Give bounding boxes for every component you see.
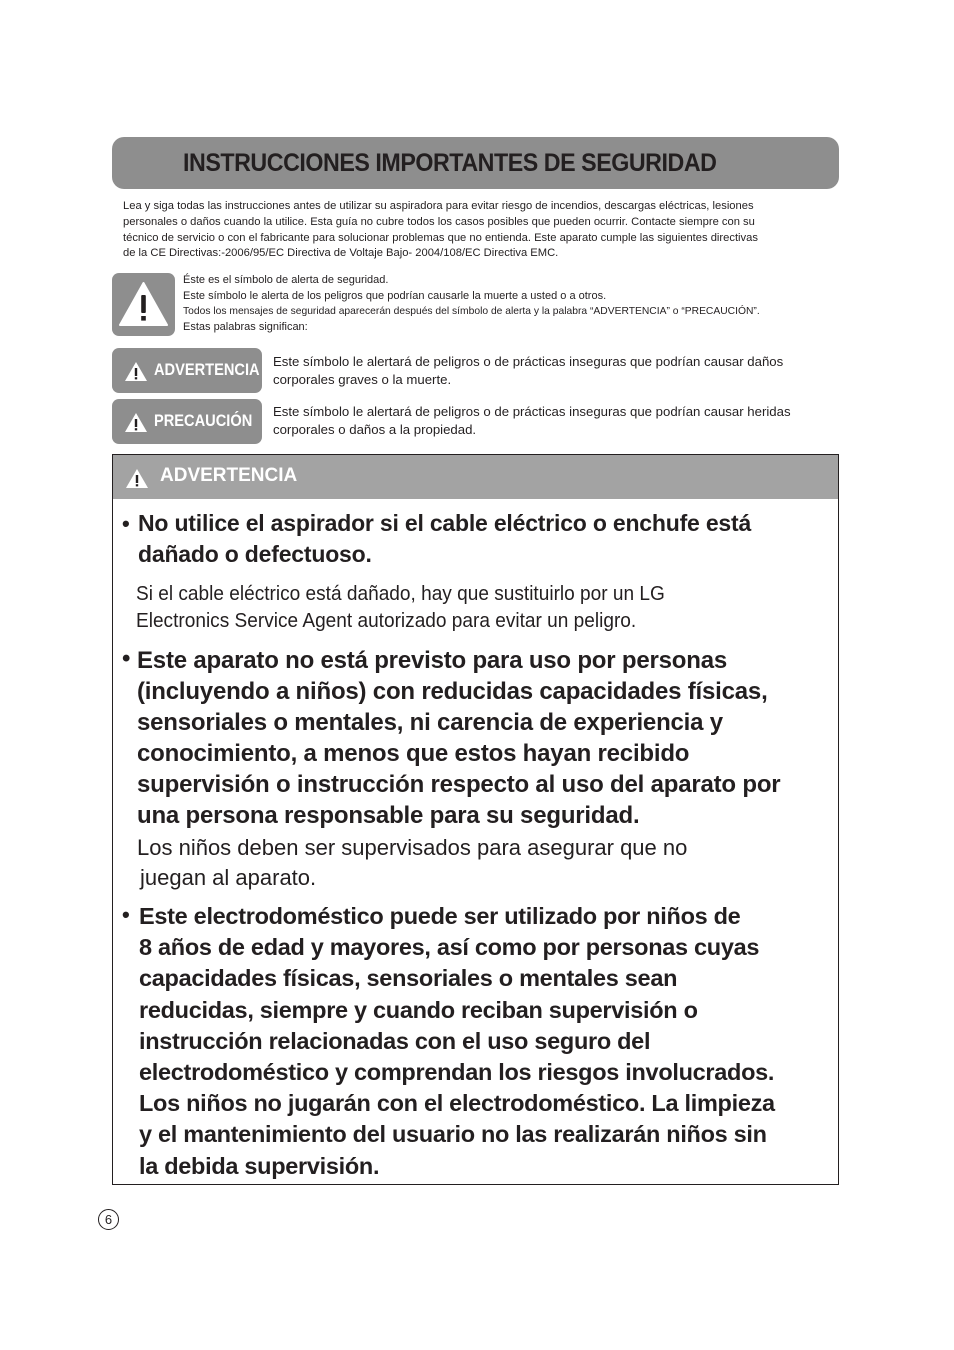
heading-line: dañado o defectuoso. — [138, 541, 372, 567]
page-number: 6 — [98, 1209, 119, 1230]
warning-box-header — [113, 455, 838, 499]
heading-line: supervisión o instrucción respecto al uso del aparato por — [137, 771, 781, 798]
warning-item-heading — [139, 901, 775, 1182]
page-title: INSTRUCCIONES IMPORTANTES DE SEGURIDAD — [183, 149, 717, 177]
precaucion-description — [273, 403, 845, 438]
description-line: Este símbolo le alertará de peligros o de prácticas inseguras que podrían causar daños — [273, 354, 784, 369]
heading-line: Este aparato no está previsto para uso por personas — [137, 647, 727, 674]
heading-line: electrodoméstico y comprendan los riesgos involucrados. — [139, 1059, 775, 1086]
warning-item-detail — [137, 833, 687, 893]
bullet: • — [122, 902, 130, 927]
precaucion-badge — [112, 399, 262, 444]
heading-line: No utilice el aspirador si el cable eléctrico o enchufe está — [138, 510, 752, 536]
heading-line: una persona responsable para su seguridad. — [137, 802, 640, 829]
description-line: corporales graves o la muerte. — [273, 371, 452, 387]
bullet: • — [122, 645, 131, 672]
advertencia-label: ADVERTENCIA — [154, 360, 260, 379]
warning-item-detail — [136, 580, 665, 634]
title-banner — [112, 137, 839, 189]
warning-item-heading — [137, 645, 780, 831]
alert-line: Todos los mensajes de seguridad aparecerán después del símbolo de alerta y la palabra “ADVERTENCIA” o “PRECAUCIÓN”. — [183, 306, 760, 318]
heading-line: y el mantenimiento del usuario no las realizarán niños sin — [139, 1121, 767, 1148]
heading-line: Los niños no jugarán con el electrodoméstico. La limpieza — [139, 1090, 775, 1117]
warning-triangle-icon — [118, 281, 169, 327]
warning-triangle-icon — [124, 361, 148, 382]
bullet: • — [122, 511, 130, 536]
safety-alert-symbol — [112, 273, 175, 336]
detail-line: juegan al aparato. — [140, 865, 317, 890]
detail-line: Si el cable eléctrico está dañado, hay que sustituirlo por un LG — [136, 582, 665, 605]
intro-line: personales o daños cuando la utilice. Esta guía no cubre todos los casos posibles que pueden ocurrir. Contacte siempre con su — [123, 215, 755, 228]
intro-line: técnico de servicio o con el fabricante para solucionar problemas que no entienda. Este aparato cumple las siguientes directivas — [123, 231, 758, 244]
intro-paragraph — [123, 199, 835, 262]
alert-line: Este símbolo le alerta de los peligros que podrían causarle la muerte a usted o a otros. — [183, 289, 607, 302]
warning-triangle-icon — [125, 468, 149, 489]
heading-line: Este electrodoméstico puede ser utilizado por niños de — [139, 903, 741, 929]
description-line: Este símbolo le alertará de peligros o de prácticas inseguras que podrían causar heridas — [273, 404, 791, 419]
intro-line: de la CE Directivas:-2006/95/EC Directiva de Voltaje Bajo- 2004/108/EC Directiva EMC. — [123, 247, 559, 260]
warning-triangle-icon — [124, 412, 148, 433]
detail-line: Electronics Service Agent autorizado para evitar un peligro. — [136, 609, 637, 632]
warning-box-title: ADVERTENCIA — [160, 465, 298, 486]
alert-symbol-description — [183, 273, 843, 335]
heading-line: reducidas, siempre y cuando reciban supervisión o — [139, 996, 698, 1023]
alert-line: Éste es el símbolo de alerta de seguridad. — [183, 274, 389, 286]
heading-line: capacidades físicas, sensoriales o mentales sean — [139, 965, 678, 992]
detail-line: Los niños deben ser supervisados para asegurar que no — [137, 835, 688, 860]
warning-box — [112, 454, 839, 1185]
heading-line: (incluyendo a niños) con reducidas capacidades físicas, — [137, 678, 768, 705]
alert-line: Estas palabras significan: — [183, 320, 308, 333]
warning-item-heading — [138, 508, 751, 570]
precaucion-label: PRECAUCIÓN — [154, 411, 253, 430]
intro-line: Lea y siga todas las instrucciones antes de utilizar su aspiradora para evitar riesgo de incendios, descargas eléctricas, lesiones — [123, 200, 754, 212]
description-line: corporales o daños a la propiedad. — [273, 421, 477, 437]
heading-line: la debida supervisión. — [139, 1152, 380, 1179]
heading-line: conocimiento, a menos que estos hayan recibido — [137, 740, 690, 767]
heading-line: 8 años de edad y mayores, así como por personas cuyas — [139, 934, 760, 961]
advertencia-description — [273, 353, 845, 388]
heading-line: sensoriales o mentales, ni carencia de experiencia y — [137, 709, 723, 736]
heading-line: instrucción relacionadas con el uso seguro del — [139, 1027, 651, 1054]
advertencia-badge — [112, 348, 262, 393]
